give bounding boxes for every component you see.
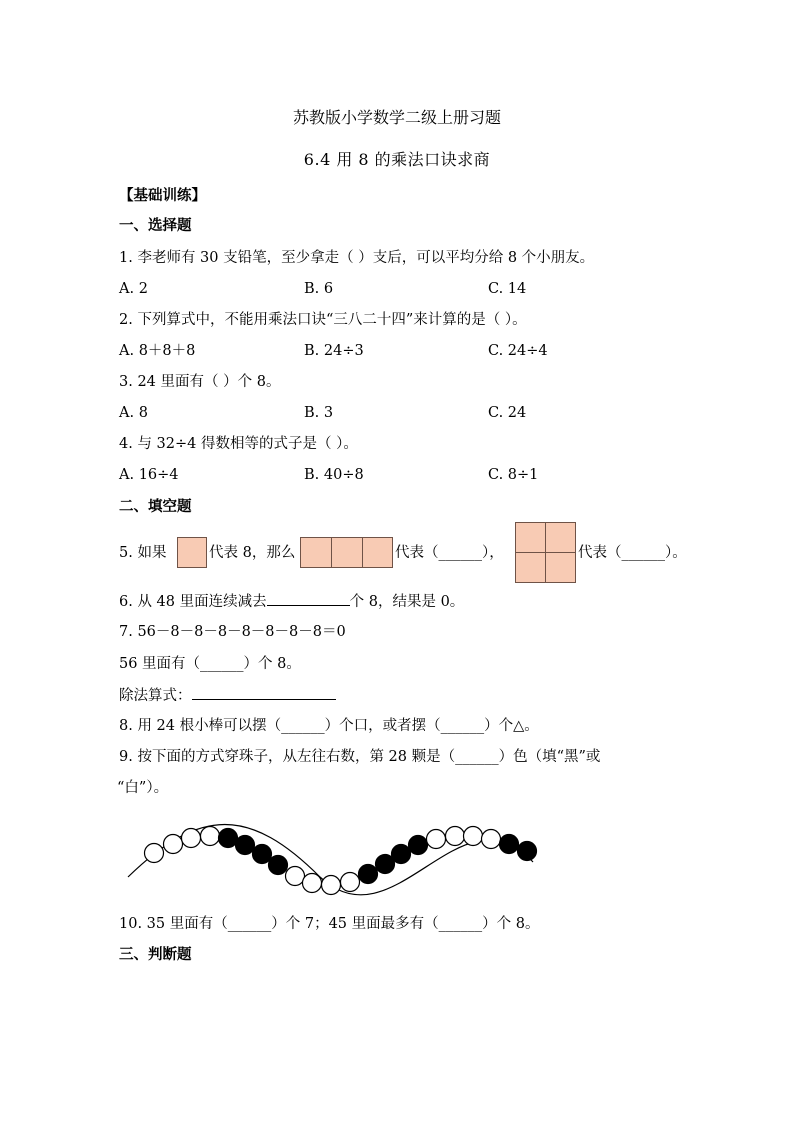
division-answer-blank[interactable] bbox=[192, 685, 336, 700]
question-2: 2. 下列算式中，不能用乘法口诀“三八二十四”来计算的是（ ）。 bbox=[119, 312, 527, 328]
grid-square-top-right bbox=[545, 522, 576, 553]
white-bead bbox=[427, 830, 446, 849]
q6-answer-blank[interactable] bbox=[267, 591, 350, 606]
question-9-line1: 9. 按下面的方式穿珠子，从左往右数，第 28 颗是（______）色（填“黑”或 bbox=[119, 749, 601, 765]
black-bead bbox=[236, 836, 255, 855]
question-8: 8. 用 24 根小棒可以摆（______）个口，或者摆（______）个△。 bbox=[119, 718, 539, 734]
black-bead bbox=[392, 845, 411, 864]
bead-string-illustration bbox=[0, 810, 794, 900]
q6-text-start: 6. 从 48 里面连续减去 bbox=[119, 594, 267, 610]
single-square-box bbox=[177, 537, 207, 568]
white-bead bbox=[341, 873, 360, 892]
white-bead bbox=[201, 827, 220, 846]
section-basic-training: 【基础训练】 bbox=[119, 187, 206, 204]
white-bead bbox=[164, 835, 183, 854]
white-bead bbox=[446, 827, 465, 846]
white-bead bbox=[322, 876, 341, 895]
option-c: C. 14 bbox=[488, 281, 527, 297]
three-square-box-1 bbox=[300, 537, 332, 568]
beads-group bbox=[145, 827, 537, 895]
question-7-line2: 56 里面有（______）个 8。 bbox=[119, 656, 301, 672]
question-1: 1. 李老师有 30 支铅笔，至少拿走（ ）支后，可以平均分给 8 个小朋友。 bbox=[119, 250, 595, 266]
black-bead bbox=[253, 845, 272, 864]
black-bead bbox=[269, 856, 288, 875]
white-bead bbox=[303, 874, 322, 893]
division-label: 除法算式： bbox=[119, 688, 192, 704]
option-a: A. 2 bbox=[119, 281, 148, 297]
black-bead bbox=[500, 835, 519, 854]
question-4: 4. 与 32÷4 得数相等的式子是（ ）。 bbox=[119, 436, 358, 452]
option-b: B. 40÷8 bbox=[304, 467, 364, 483]
question-9-line2: “白”）。 bbox=[117, 780, 169, 796]
option-b: B. 3 bbox=[304, 405, 334, 421]
white-bead bbox=[482, 830, 501, 849]
part3-heading: 三、判断题 bbox=[119, 946, 192, 963]
question-7-line3 bbox=[119, 685, 336, 706]
black-bead bbox=[518, 842, 537, 861]
black-bead bbox=[219, 829, 238, 848]
option-c: C. 24÷4 bbox=[488, 343, 548, 359]
part1-heading: 一、选择题 bbox=[119, 217, 192, 234]
option-a: A. 8＋8＋8 bbox=[119, 343, 196, 359]
black-bead bbox=[359, 865, 378, 884]
lesson-subtitle: 6.4 用 8 的乘法口诀求商 bbox=[303, 150, 491, 169]
q6-text-end: 个 8，结果是 0。 bbox=[349, 594, 465, 610]
question-6 bbox=[119, 591, 464, 612]
option-c: C. 8÷1 bbox=[488, 467, 539, 483]
grid-square-bottom-right bbox=[545, 552, 576, 583]
q5-mid1: 代表 8，那么 bbox=[209, 545, 296, 561]
option-a: A. 16÷4 bbox=[119, 467, 179, 483]
grid-square-bottom-left bbox=[515, 552, 546, 583]
option-b: B. 24÷3 bbox=[304, 343, 364, 359]
white-bead bbox=[182, 829, 201, 848]
question-10: 10. 35 里面有（______）个 7；45 里面最多有（______）个 8。 bbox=[119, 916, 540, 932]
white-bead bbox=[464, 827, 483, 846]
question-3: 3. 24 里面有（ ）个 8。 bbox=[119, 374, 281, 390]
q5-mid2: 代表（______）， bbox=[395, 545, 504, 561]
black-bead bbox=[409, 836, 428, 855]
question-7-equation: 7. 56－8－8－8－8－8－8－8＝0 bbox=[119, 624, 346, 640]
q5-end: 代表（______）。 bbox=[578, 545, 687, 561]
worksheet-title: 苏教版小学数学二级上册习题 bbox=[292, 108, 501, 127]
option-b: B. 6 bbox=[304, 281, 334, 297]
white-bead bbox=[145, 844, 164, 863]
grid-square-top-left bbox=[515, 522, 546, 553]
three-square-box-3 bbox=[362, 537, 393, 568]
q5-prefix: 5. 如果 bbox=[119, 545, 167, 561]
option-a: A. 8 bbox=[119, 405, 148, 421]
white-bead bbox=[286, 867, 305, 886]
three-square-box-2 bbox=[331, 537, 363, 568]
option-c: C. 24 bbox=[488, 405, 527, 421]
part2-heading: 二、填空题 bbox=[119, 498, 192, 515]
